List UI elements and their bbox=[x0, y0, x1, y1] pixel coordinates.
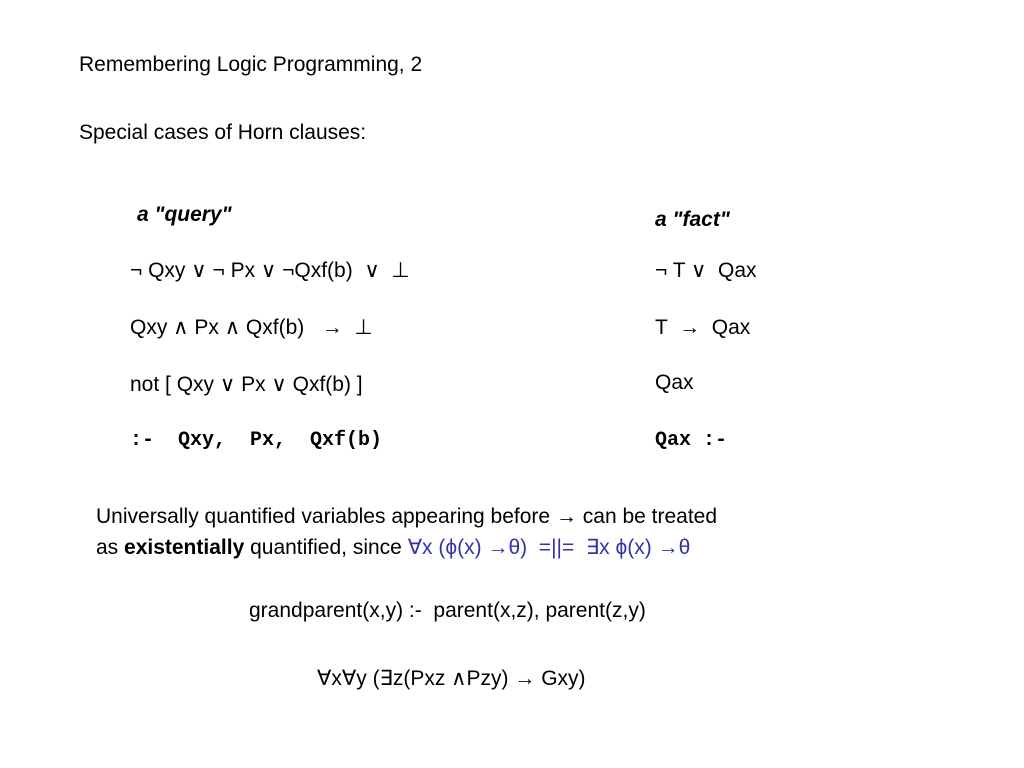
query-heading: a "query" bbox=[137, 203, 232, 226]
note-line-2 bbox=[96, 535, 690, 561]
fact-disjunction: ¬ T ∨ Qax bbox=[655, 259, 757, 282]
query-implication: Qxy ∧ Px ∧ Qxf(b) → ⊥ bbox=[130, 316, 373, 339]
note-line-1: Universally quantified variables appearing before → can be treated bbox=[96, 505, 718, 528]
fact-atom: Qax bbox=[655, 371, 694, 394]
query-prolog: :- Qxy, Px, Qxf(b) bbox=[130, 429, 383, 452]
example-formula: ∀x∀y (∃z(Pxz ∧Pzy) → Gxy) bbox=[317, 667, 586, 690]
slide-title: Remembering Logic Programming, 2 bbox=[79, 53, 423, 76]
note-formula: ∀x (ϕ(x) →θ) =||= ∃x ϕ(x) →θ bbox=[407, 536, 691, 559]
fact-heading: a "fact" bbox=[655, 208, 730, 231]
fact-prolog: Qax :- bbox=[655, 429, 728, 452]
note-bold-word: existentially bbox=[124, 536, 245, 559]
fact-implication: T → Qax bbox=[655, 316, 751, 339]
note-prefix: as bbox=[96, 536, 125, 559]
query-disjunction: ¬ Qxy ∨ ¬ Px ∨ ¬Qxf(b) ∨ ⊥ bbox=[130, 259, 410, 282]
query-negation: not [ Qxy ∨ Px ∨ Qxf(b) ] bbox=[130, 373, 363, 396]
slide-subtitle: Special cases of Horn clauses: bbox=[79, 121, 367, 144]
note-mid: quantified, since bbox=[244, 536, 408, 559]
example-rule: grandparent(x,y) :- parent(x,z), parent(z,y) bbox=[249, 599, 646, 622]
